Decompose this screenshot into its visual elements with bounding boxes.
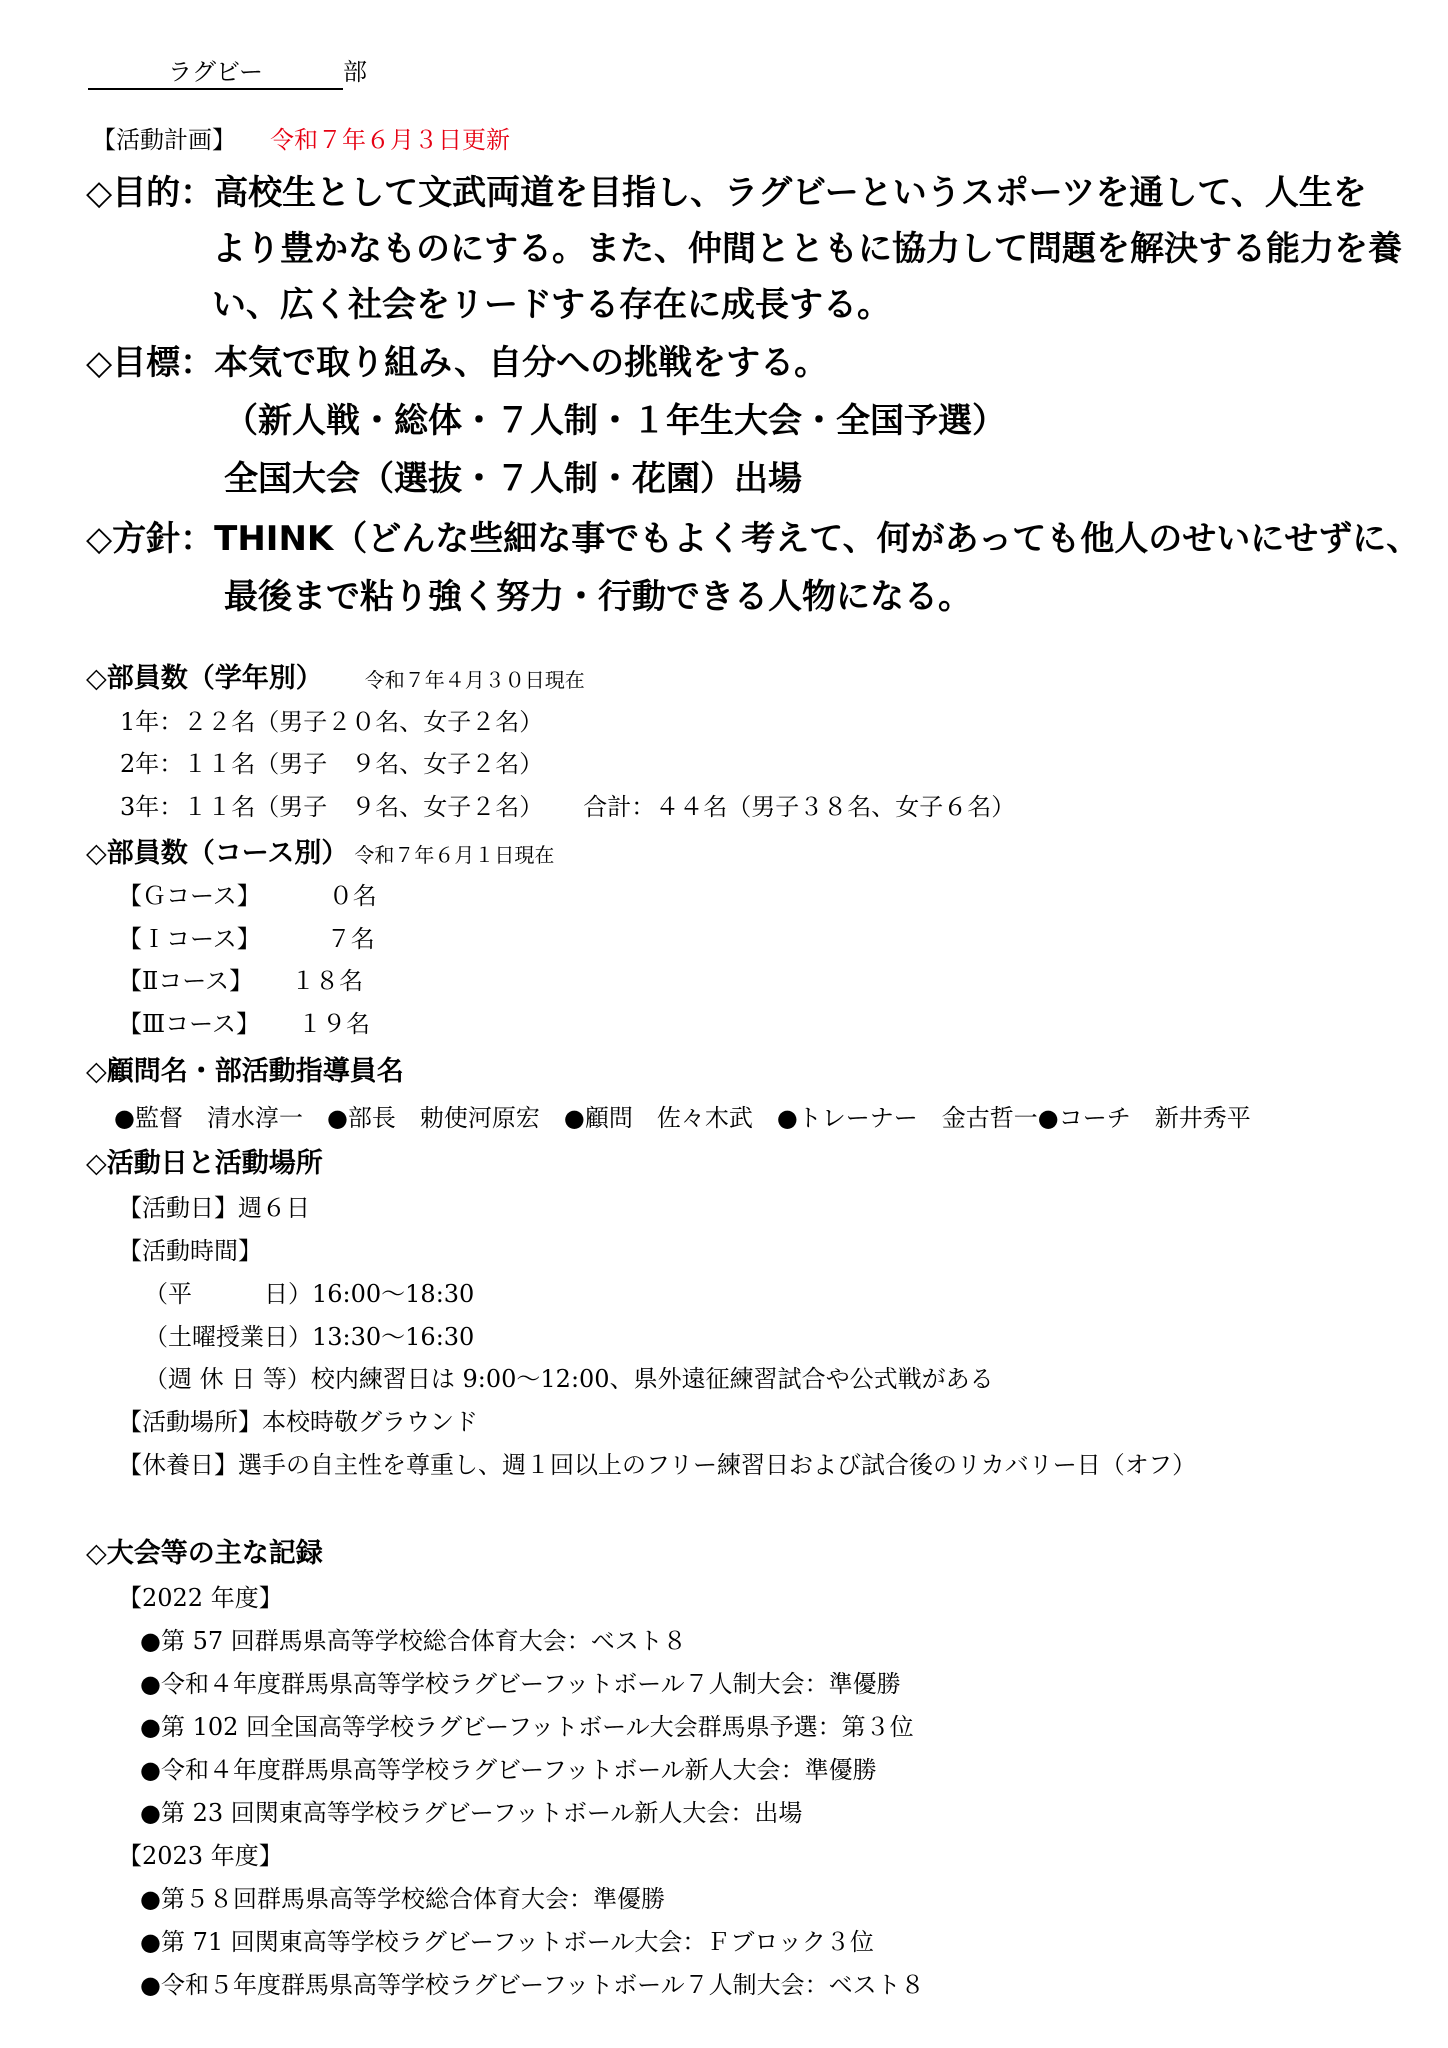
course-count: １８名 [291, 967, 364, 995]
goal-line-2: （新人戦・総体・７人制・１年生大会・全国予選） [224, 401, 1006, 441]
purpose-line-2: より豊かなものにする。また、仲間とともに協力して問題を解決する能力を養 [212, 229, 1402, 269]
purpose-line-3: い、広く社会をリードする存在に成長する。 [212, 285, 891, 325]
club-name: ラグビー [88, 60, 343, 90]
members-course-as-of: 令和７年６月１日現在 [354, 843, 555, 867]
policy-line-2: 最後まで粘り強く努力・行動できる人物になる。 [224, 577, 972, 617]
record-item: ●第５８回群馬県高等学校総合体育大会：準優勝 [140, 1885, 665, 1913]
goal-line-3: 全国大会（選抜・７人制・花園）出場 [224, 459, 802, 499]
plan-label: 【活動計画】 [92, 126, 236, 154]
course-row [118, 969, 363, 993]
members-grade-as-of: 令和７年４月３０日現在 [364, 668, 585, 692]
activity-time-label: 【活動時間】 [118, 1237, 262, 1265]
members-course-heading: ◇部員数（コース別） [86, 838, 349, 869]
course-name: 【Ｉコース】 [118, 925, 261, 953]
record-item: ●第 23 回関東高等学校ラグビーフットボール新人大会：出場 [140, 1799, 803, 1827]
course-row [118, 927, 375, 951]
updated-date: 令和７年６月３日更新 [270, 126, 510, 154]
grade-total: 合計：４４名（男子３８名、女子６名） [583, 793, 1016, 821]
activity-rest: 【休養日】選手の自主性を尊重し、週１回以上のフリー練習日および試合後のリカバリー日（オフ） [118, 1451, 1197, 1479]
grade-row-2: 2年：１１名（男子 ９名、女子２名） [120, 750, 544, 778]
course-name: 【Ｇコース】 [118, 882, 261, 910]
members-grade-heading: ◇部員数（学年別） [86, 663, 323, 694]
course-name: 【Ⅱコース】 [118, 967, 254, 995]
course-row [118, 884, 377, 908]
record-year-2022: 【2022 年度】 [118, 1584, 283, 1612]
record-item: ●令和４年度群馬県高等学校ラグビーフットボール７人制大会：準優勝 [140, 1670, 901, 1698]
staff-line: ●監督 清水淳一 ●部長 勅使河原宏 ●顧問 佐々木武 ●トレーナー 金古哲一●コーチ 新井秀平 [114, 1104, 1251, 1132]
plan-title-line [92, 128, 510, 152]
grade-row-1: 1年：２２名（男子２０名、女子２名） [120, 708, 544, 736]
grade-row-3-text: 3年：１１名（男子 ９名、女子２名） [120, 793, 544, 821]
course-count: １９名 [297, 1010, 370, 1038]
record-item: ●第 57 回群馬県高等学校総合体育大会：ベスト８ [140, 1627, 687, 1655]
record-item: ●令和５年度群馬県高等学校ラグビーフットボール７人制大会：ベスト８ [140, 1971, 925, 1999]
record-item: ●第 102 回全国高等学校ラグビーフットボール大会群馬県予選：第３位 [140, 1713, 914, 1741]
activity-heading: ◇活動日と活動場所 [86, 1148, 323, 1179]
record-year-2023: 【2023 年度】 [118, 1842, 283, 1870]
activity-time-saturday: （土曜授業日）13:30～16:30 [144, 1323, 475, 1351]
course-count: ７名 [326, 925, 375, 953]
policy-line-1: ◇方針：THINK（どんな些細な事でもよく考えて、何があっても他人のせいにせずに、 [86, 519, 1421, 559]
record-item: ●令和４年度群馬県高等学校ラグビーフットボール新人大会：準優勝 [140, 1756, 877, 1784]
club-suffix: 部 [343, 58, 368, 86]
goal-line-1: ◇目標：本気で取り組み、自分への挑戦をする。 [86, 343, 829, 383]
club-header [88, 60, 367, 90]
activity-time-holiday: （週 休 日 等）校内練習日は 9:00～12:00、県外遠征練習試合や公式戦がある [144, 1365, 994, 1393]
grade-row-3 [120, 795, 1015, 819]
activity-place: 【活動場所】本校時敬グラウンド [118, 1408, 478, 1436]
members-grade-heading-line [86, 665, 585, 692]
course-name: 【Ⅲコース】 [118, 1010, 260, 1038]
record-item: ●第 71 回関東高等学校ラグビーフットボール大会：Ｆブロック３位 [140, 1928, 874, 1956]
staff-heading: ◇顧問名・部活動指導員名 [86, 1056, 404, 1087]
records-heading: ◇大会等の主な記録 [86, 1538, 323, 1569]
course-count: ０名 [328, 882, 377, 910]
activity-time-weekday: （平 日）16:00～18:30 [144, 1280, 475, 1308]
members-course-heading-line [86, 840, 554, 867]
activity-days: 【活動日】週６日 [118, 1194, 310, 1222]
course-row [118, 1012, 370, 1036]
purpose-line-1: ◇目的：高校生として文武両道を目指し、ラグビーというスポーツを通して、人生を [86, 173, 1367, 213]
